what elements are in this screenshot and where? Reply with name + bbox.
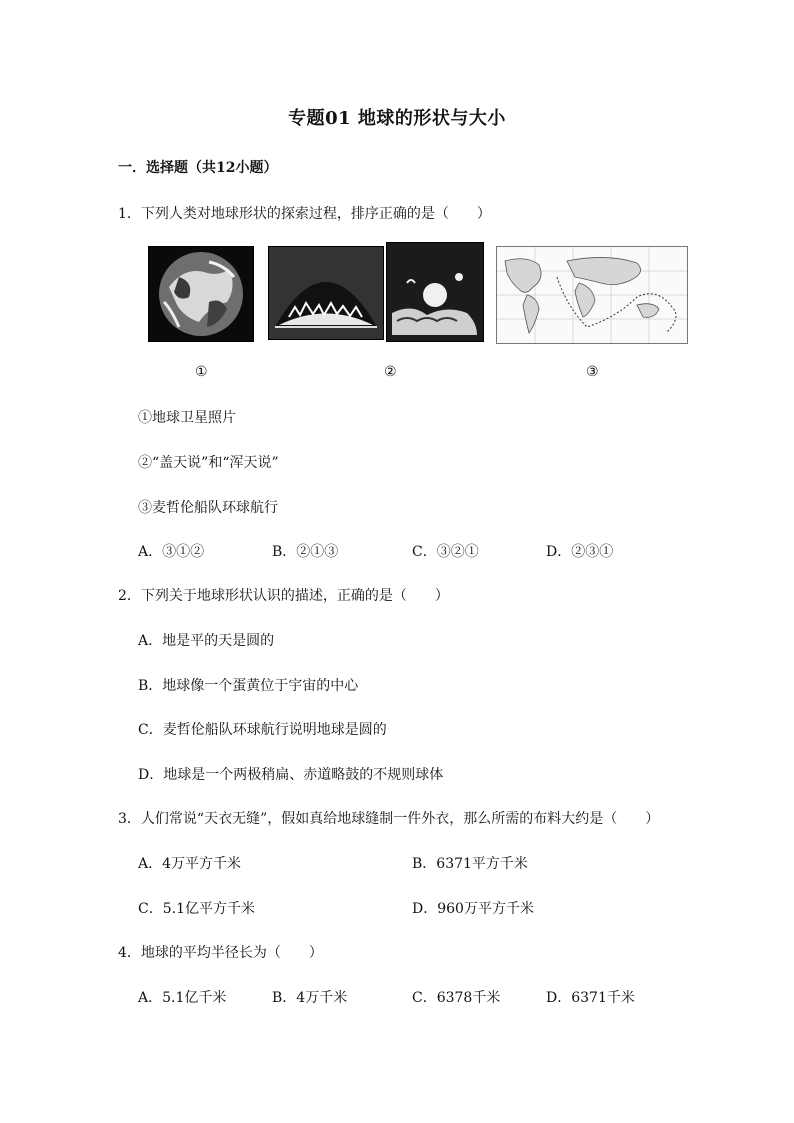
gaitian-dome-image (268, 246, 384, 340)
q1-option-c[interactable]: C．③②① (412, 544, 479, 560)
earth-photo-image (148, 246, 254, 342)
q1-option-a[interactable]: A．③①② (138, 544, 205, 560)
q3-option-d[interactable]: D．960万平方千米 (412, 901, 534, 917)
question-1-stem: 1．下列人类对地球形状的探索过程，排序正确的是（ ） (118, 206, 491, 222)
q4-option-a[interactable]: A．5.1亿千米 (138, 990, 227, 1006)
q4-option-b[interactable]: B．4万千米 (272, 990, 348, 1006)
q2-option-a[interactable]: A．地是平的天是圆的 (138, 633, 275, 649)
q3-option-c[interactable]: C．5.1亿平方千米 (138, 901, 255, 917)
q1-option-d[interactable]: D．②③① (546, 544, 614, 560)
world-map-image (496, 246, 688, 344)
q1-option-b[interactable]: B．②①③ (272, 544, 339, 560)
huntian-image (386, 242, 484, 342)
section-heading: 一．选择题（共12小题） (118, 160, 278, 176)
q3-option-b[interactable]: B．6371平方千米 (412, 856, 528, 872)
statement-3: ③麦哲伦船队环球航行 (138, 500, 278, 516)
figure-label-1: ① (195, 364, 208, 380)
question-1-figure (146, 246, 686, 348)
q4-option-d[interactable]: D．6371千米 (546, 990, 635, 1006)
page-title: 专题01 地球的形状与大小 (288, 108, 506, 129)
question-3-stem: 3．人们常说“天衣无缝”，假如真给地球缝制一件外衣，那么所需的布料大约是（ ） (118, 811, 660, 827)
q2-option-b[interactable]: B．地球像一个蛋黄位于宇宙的中心 (138, 678, 359, 694)
question-4-stem: 4．地球的平均半径长为（ ） (118, 945, 323, 961)
question-2-stem: 2．下列关于地球形状认识的描述，正确的是（ ） (118, 588, 449, 604)
q4-option-c[interactable]: C．6378千米 (412, 990, 501, 1006)
statement-1: ①地球卫星照片 (138, 410, 236, 426)
figure-label-2: ② (384, 364, 397, 380)
q3-option-a[interactable]: A．4万平方千米 (138, 856, 242, 872)
figure-label-3: ③ (586, 364, 599, 380)
q2-option-c[interactable]: C．麦哲伦船队环球航行说明地球是圆的 (138, 722, 387, 738)
statement-2: ②“盖天说”和“浑天说” (138, 455, 279, 471)
q2-option-d[interactable]: D．地球是一个两极稍扁、赤道略鼓的不规则球体 (138, 767, 444, 783)
